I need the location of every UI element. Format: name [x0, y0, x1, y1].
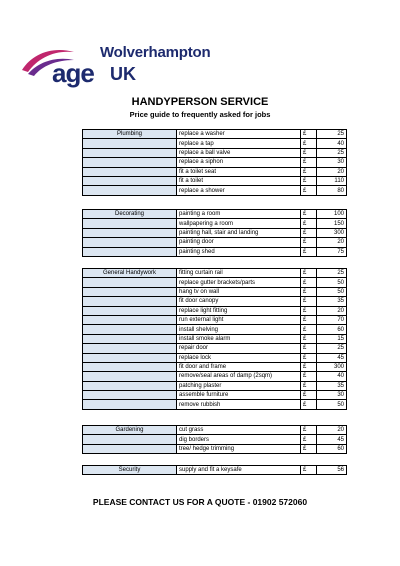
page-subtitle: Price guide to frequently asked for jobs: [129, 110, 271, 119]
category-cell: [83, 400, 177, 409]
job-description: painting hall, stair and landing: [177, 228, 301, 237]
table-row: [83, 315, 347, 324]
currency-symbol: £: [301, 278, 317, 287]
currency-symbol: £: [301, 381, 317, 390]
category-cell: [83, 176, 177, 185]
job-price: 20: [317, 306, 347, 315]
category-cell: [83, 315, 177, 324]
category-label: Gardening: [83, 426, 177, 435]
logo-wolverhampton-text: Wolverhampton: [100, 44, 211, 61]
table-row: [83, 238, 347, 247]
category-cell: [83, 297, 177, 306]
job-description: fit a toilet: [177, 176, 301, 185]
job-price: 25: [317, 148, 347, 157]
currency-symbol: £: [301, 315, 317, 324]
category-cell: [83, 148, 177, 157]
job-description: assemble furniture: [177, 391, 301, 400]
job-price: 70: [317, 315, 347, 324]
table-row: [83, 130, 347, 139]
job-description: replace a tap: [177, 139, 301, 148]
job-price: 300: [317, 228, 347, 237]
currency-symbol: £: [301, 306, 317, 315]
currency-symbol: £: [301, 353, 317, 362]
category-cell: [83, 391, 177, 400]
job-price: 40: [317, 139, 347, 148]
currency-symbol: £: [301, 139, 317, 148]
job-description: replace a siphon: [177, 158, 301, 167]
logo-uk-text: UK: [110, 64, 136, 84]
page-title: HANDYPERSON SERVICE: [131, 96, 269, 108]
job-price: 30: [317, 391, 347, 400]
currency-symbol: £: [301, 297, 317, 306]
category-cell: [83, 353, 177, 362]
table-row: [83, 176, 347, 185]
category-cell: [83, 362, 177, 371]
table-row: [83, 186, 347, 195]
job-price: 15: [317, 334, 347, 343]
currency-symbol: £: [301, 238, 317, 247]
job-price: 56: [317, 466, 347, 475]
job-description: cut grass: [177, 426, 301, 435]
job-price: 40: [317, 372, 347, 381]
category-cell: [83, 139, 177, 148]
table-row: [83, 297, 347, 306]
job-price: 80: [317, 186, 347, 195]
job-price: 25: [317, 344, 347, 353]
currency-symbol: £: [301, 372, 317, 381]
job-price: 25: [317, 130, 347, 139]
job-price: 50: [317, 278, 347, 287]
currency-symbol: £: [301, 444, 317, 453]
job-description: fitting curtain rail: [177, 269, 301, 278]
job-description: install smoke alarm: [177, 334, 301, 343]
table-row: [83, 158, 347, 167]
job-description: replace a shower: [177, 186, 301, 195]
table-row: [83, 400, 347, 409]
table-row: [83, 362, 347, 371]
job-description: painting door: [177, 238, 301, 247]
table-row: [83, 306, 347, 315]
category-cell: [83, 381, 177, 390]
category-label: General Handywork: [83, 269, 177, 278]
job-price: 100: [317, 210, 347, 219]
job-price: 60: [317, 444, 347, 453]
job-description: hang tv on wall: [177, 287, 301, 296]
table-row: [83, 269, 347, 278]
job-description: supply and fit a keysafe: [177, 466, 301, 475]
category-cell: [83, 167, 177, 176]
age-uk-logo: [18, 44, 218, 94]
table-row: [83, 435, 347, 444]
currency-symbol: £: [301, 210, 317, 219]
currency-symbol: £: [301, 400, 317, 409]
currency-symbol: £: [301, 247, 317, 256]
table-row: [83, 391, 347, 400]
job-description: painting shed: [177, 247, 301, 256]
job-price: 25: [317, 269, 347, 278]
job-price: 20: [317, 238, 347, 247]
job-price: 110: [317, 176, 347, 185]
job-description: replace a ball valve: [177, 148, 301, 157]
currency-symbol: £: [301, 148, 317, 157]
price-table-plumbing: [82, 129, 347, 196]
job-price: 150: [317, 219, 347, 228]
job-price: 45: [317, 435, 347, 444]
job-description: fit door and frame: [177, 362, 301, 371]
job-price: 45: [317, 353, 347, 362]
category-label: Plumbing: [83, 130, 177, 139]
job-description: remove rubbish: [177, 400, 301, 409]
currency-symbol: £: [301, 269, 317, 278]
price-table-decorating: [82, 209, 347, 257]
job-price: 75: [317, 247, 347, 256]
table-row: [83, 167, 347, 176]
job-description: replace a washer: [177, 130, 301, 139]
job-description: tree/ hedge trimming: [177, 444, 301, 453]
job-price: 35: [317, 297, 347, 306]
currency-symbol: £: [301, 344, 317, 353]
job-price: 50: [317, 400, 347, 409]
job-description: fit door canopy: [177, 297, 301, 306]
category-label: Decorating: [83, 210, 177, 219]
category-cell: [83, 325, 177, 334]
table-row: [83, 334, 347, 343]
category-cell: [83, 334, 177, 343]
category-cell: [83, 228, 177, 237]
currency-symbol: £: [301, 426, 317, 435]
currency-symbol: £: [301, 466, 317, 475]
category-cell: [83, 344, 177, 353]
job-description: install shelving: [177, 325, 301, 334]
job-description: remove/seal areas of damp (2sqm): [177, 372, 301, 381]
currency-symbol: £: [301, 287, 317, 296]
job-price: 20: [317, 167, 347, 176]
category-cell: [83, 306, 177, 315]
job-description: patching plaster: [177, 381, 301, 390]
price-table-security: [82, 465, 347, 475]
table-row: [83, 278, 347, 287]
job-price: 20: [317, 426, 347, 435]
category-cell: [83, 287, 177, 296]
category-cell: [83, 372, 177, 381]
category-cell: [83, 186, 177, 195]
table-row: [83, 372, 347, 381]
job-description: repair door: [177, 344, 301, 353]
currency-symbol: £: [301, 158, 317, 167]
category-cell: [83, 247, 177, 256]
table-row: [83, 325, 347, 334]
table-row: [83, 444, 347, 453]
job-description: replace gutter brackets/parts: [177, 278, 301, 287]
table-row: [83, 466, 347, 475]
currency-symbol: £: [301, 167, 317, 176]
table-row: [83, 344, 347, 353]
currency-symbol: £: [301, 186, 317, 195]
contact-footer: PLEASE CONTACT US FOR A QUOTE - 01902 572060: [92, 497, 308, 507]
table-row: [83, 381, 347, 390]
currency-symbol: £: [301, 219, 317, 228]
job-description: replace lock: [177, 353, 301, 362]
currency-symbol: £: [301, 130, 317, 139]
category-cell: [83, 444, 177, 453]
currency-symbol: £: [301, 325, 317, 334]
currency-symbol: £: [301, 176, 317, 185]
category-cell: [83, 219, 177, 228]
table-row: [83, 353, 347, 362]
currency-symbol: £: [301, 391, 317, 400]
currency-symbol: £: [301, 362, 317, 371]
logo-age-text: age: [52, 58, 94, 88]
category-label: Security: [83, 466, 177, 475]
job-description: dig borders: [177, 435, 301, 444]
job-description: fit a toilet seat: [177, 167, 301, 176]
job-price: 60: [317, 325, 347, 334]
job-description: replace light fitting: [177, 306, 301, 315]
table-row: [83, 139, 347, 148]
category-cell: [83, 435, 177, 444]
table-row: [83, 287, 347, 296]
category-cell: [83, 278, 177, 287]
job-price: 35: [317, 381, 347, 390]
price-table-gardening: [82, 425, 347, 454]
table-row: [83, 426, 347, 435]
job-price: 30: [317, 158, 347, 167]
job-price: 300: [317, 362, 347, 371]
currency-symbol: £: [301, 435, 317, 444]
job-description: wallpapering a room: [177, 219, 301, 228]
job-description: painting a room: [177, 210, 301, 219]
table-row: [83, 219, 347, 228]
price-table-general-handywork: [82, 268, 347, 410]
currency-symbol: £: [301, 228, 317, 237]
category-cell: [83, 158, 177, 167]
job-description: run external light: [177, 315, 301, 324]
table-row: [83, 148, 347, 157]
table-row: [83, 210, 347, 219]
job-price: 50: [317, 287, 347, 296]
category-cell: [83, 238, 177, 247]
currency-symbol: £: [301, 334, 317, 343]
table-row: [83, 247, 347, 256]
table-row: [83, 228, 347, 237]
